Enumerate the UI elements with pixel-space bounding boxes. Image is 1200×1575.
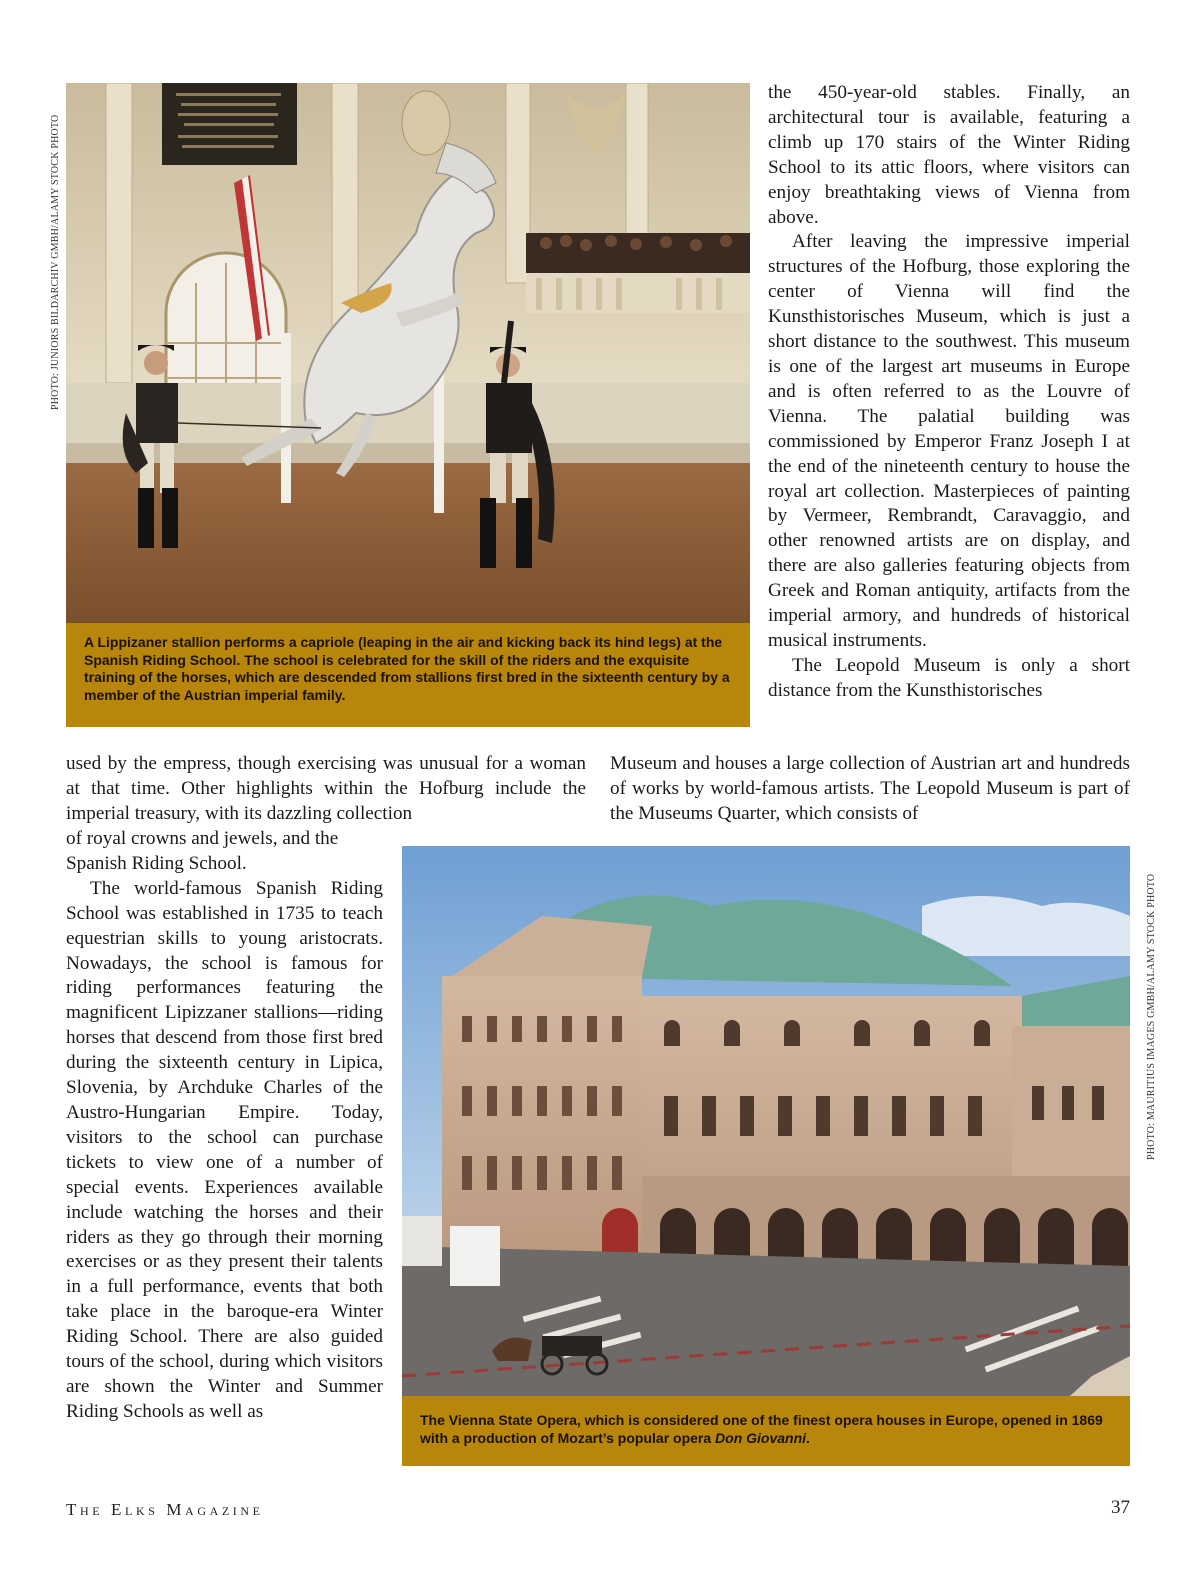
- riding-school-caption: [66, 623, 750, 727]
- photo-credit-riding-school: PHOTO: JUNIORS BILDARCHIV GMBH/ALAMY STOCK PHOTO: [50, 114, 61, 410]
- right-column: [768, 81, 1130, 704]
- photo-credit-opera: PHOTO: MAURITIUS IMAGES GMBH/ALAMY STOCK PHOTO: [1146, 873, 1157, 1160]
- mid-right-text: Museum and houses a large collection of Austrian art and hundreds of works by world-famous artists. The Leopold Museum is part of the Museums Quarter, which consists of: [610, 753, 1130, 824]
- left-column-paragraph-2: The world-famous Spanish Riding School was established in 1735 to teach equestrian skills to young aristocrats. Nowadays, the school is famous for riding performances featuring the magnificent Lipizzaner stallions—riding horses that descend from those first bred during the sixteenth century in Lipica, Slovenia, by Archduke Charles of the Austro-Hungarian Empire. Today, visitors to the school can purchase tickets to view one of a number of special events. Experiences available include watching the horses and their riders as they go through their morning exercises or as they present their talents in a full performance, events that both take place in the baroque-era Winter Riding School. There are also guided tours of the school, during which visitors are shown the Winter and Summer Riding Schools as well as: [66, 877, 383, 1422]
- riding-school-caption-text: A Lippizaner stallion performs a capriole (leaping in the air and kicking back its hind legs) at the Spanish Riding School. The school is celebrated for the skill of the riders and the exquisite training of the horses, which are descended from stallions first bred in the sixteenth century by a member of the Austrian imperial family.: [84, 634, 730, 703]
- opera-caption-text: The Vienna State Opera, which is considered one of the finest opera houses in Europe, opened in 1869 with a production of Mozart’s popular opera: [420, 1412, 1103, 1446]
- right-column-paragraph-3: The Leopold Museum is only a short distance from the Kunsthistorisches: [768, 654, 1130, 701]
- opera-caption: [402, 1396, 1130, 1466]
- opera-caption-end: .: [806, 1429, 810, 1446]
- page-number: 37: [1111, 1497, 1130, 1518]
- riding-school-photo: [66, 83, 750, 623]
- mid-left-text: used by the empress, though exercising was unusual for a woman at that time. Other highlights within the Hofburg include the imperial treasury, with its dazzling collection: [66, 753, 586, 824]
- opera-caption-title: Don Giovanni: [715, 1429, 807, 1446]
- right-column-paragraph-1: the 450-year-old stables. Finally, an architectural tour is available, featuring a climb up 170 stairs of the Winter Riding School to its attic floors, where visitors can enjoy breathtaking views of Vienna from above.: [768, 82, 1130, 228]
- vienna-state-opera-photo: [402, 846, 1130, 1396]
- left-column: [66, 827, 383, 1425]
- magazine-title: The Elks Magazine: [66, 1500, 264, 1519]
- left-column-paragraph-1: of royal crowns and jewels, and the Spanish Riding School.: [66, 828, 339, 874]
- right-column-paragraph-2: After leaving the impressive imperial structures of the Hofburg, those exploring the center of Vienna will find the Kunsthistorisches Museum, which is just a short distance to the southwest. This museum is one of the largest art museums in Europe and is often referred to as the Louvre of Vienna. The palatial building was commissioned by Emperor Franz Joseph I at the end of the nineteenth century to house the royal art collection. Masterpieces of painting by Vermeer, Rembrandt, Caravaggio, and other renowned artists are on display, and there are also galleries featuring objects from Greek and Roman antiquity, artifacts from the imperial armory, and hundreds of historical musical instruments.: [768, 231, 1130, 651]
